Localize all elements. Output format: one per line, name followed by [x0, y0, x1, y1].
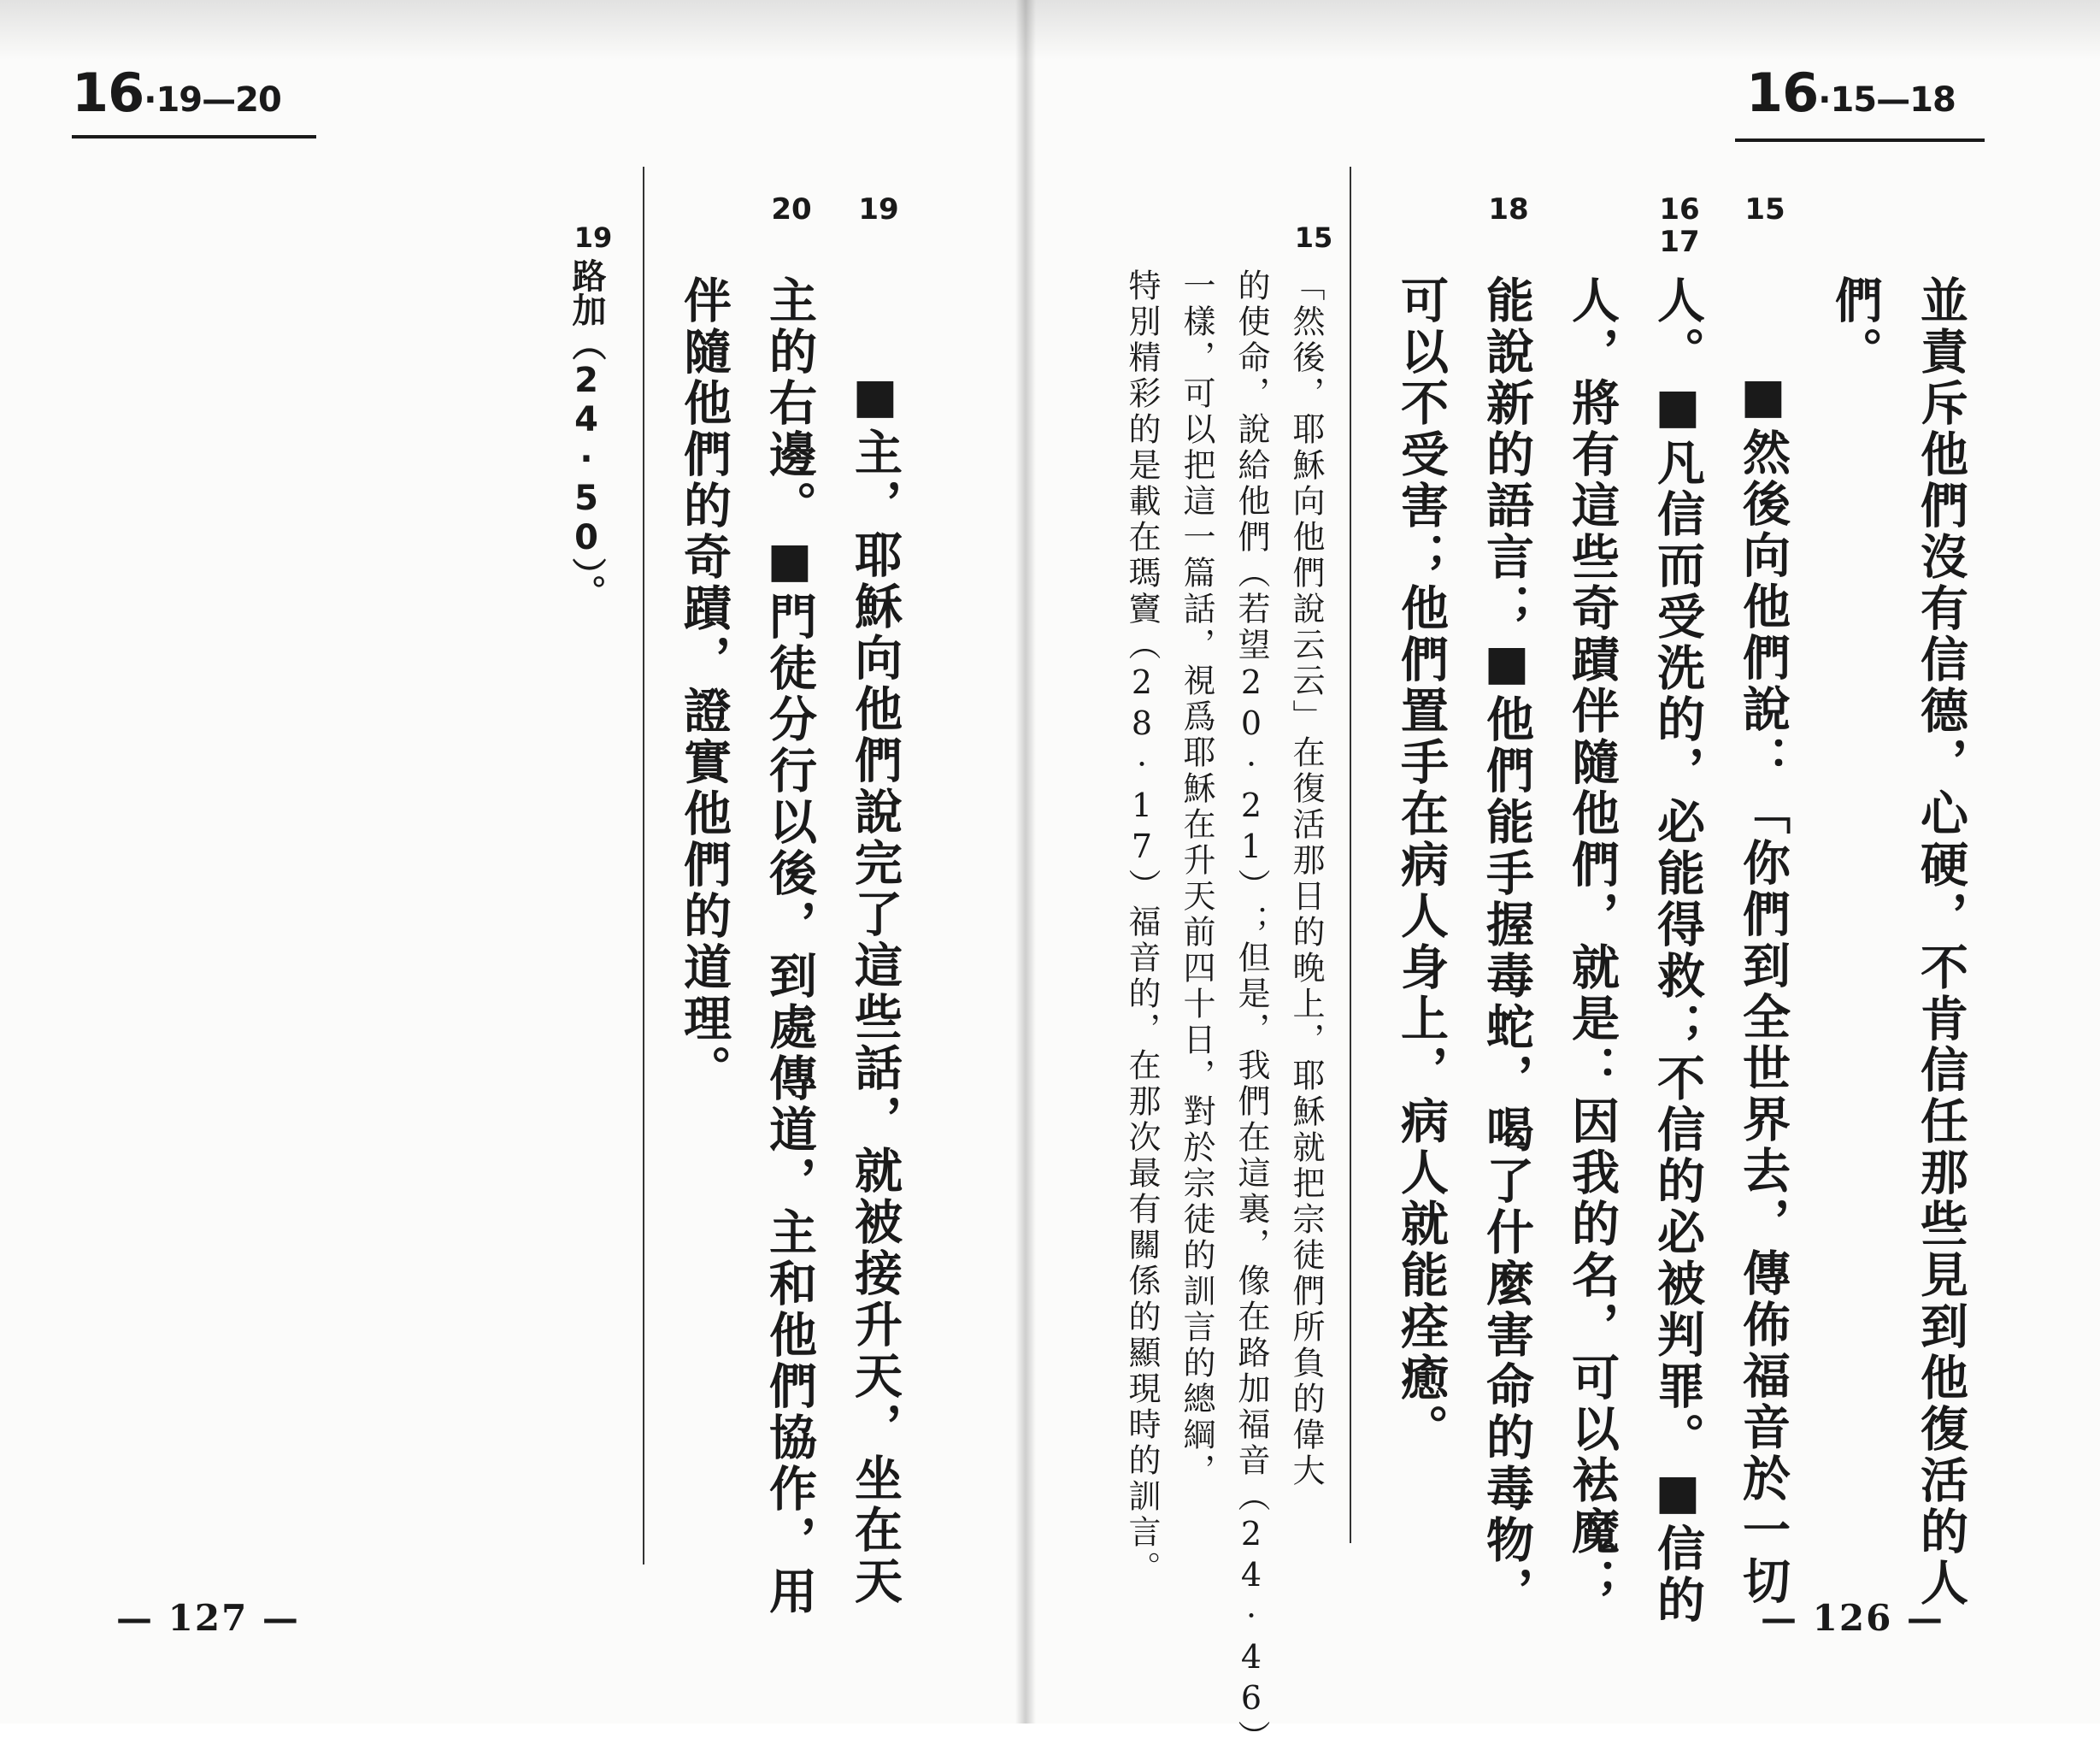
verse-number-20: 20 — [771, 192, 812, 227]
left-note-reference: 路加（24·50）。 — [567, 258, 606, 609]
right-chapter: 16 — [1746, 62, 1819, 124]
note-label-15: 15 — [1294, 221, 1333, 254]
verse-number-16: 16 — [1659, 192, 1700, 227]
verse-number-18: 18 — [1488, 192, 1529, 227]
verse-number-19: 19 — [858, 192, 899, 227]
right-text-column-4: 人。■凡信而受洗的，必能得救；不信的必被判罪。■信的 — [1650, 275, 1706, 1626]
right-text-column-2: 們。 — [1827, 275, 1884, 378]
left-text-column-1: ■主，耶穌向他們說完了這些話，就被接升天，坐在天 — [847, 368, 903, 1607]
right-text-column-6: 能說新的語言；■他們能手握毒蛇，喝了什麼害命的毒物， — [1479, 275, 1535, 1618]
left-page — [0, 0, 1026, 1724]
right-page-number: — 126 — — [1761, 1597, 1944, 1639]
right-running-head — [1746, 62, 1956, 124]
right-note-column-4: 特別精彩的是載在瑪竇（28·17）福音的，在那次最有關係的顯現時的訓言。 — [1123, 268, 1161, 1587]
left-running-head — [72, 62, 281, 124]
left-chapter: 16 — [72, 62, 144, 124]
left-column-divider — [643, 167, 644, 1564]
right-text-column-7: 可以不受害；他們置手在病人身上，病人就能痊癒。 — [1393, 275, 1450, 1455]
right-text-column-3: ■然後向他們說：「你們到全世界去，傳佈福音於一切 — [1735, 368, 1791, 1607]
left-head-rule — [72, 135, 316, 138]
left-text-column-2: 主的右邊。■門徒分行以後，到處傳道，主和他們協作，用 — [762, 275, 818, 1618]
verse-number-15: 15 — [1744, 192, 1785, 227]
right-note-column-3: 一樣，可以把這一篇話，視爲耶穌在升天前四十日，對於宗徒的訓言的總綱， — [1178, 268, 1215, 1489]
right-note-column-1: 「然後，耶穌向他們說云云」在復活那日的晚上，耶穌就把宗徒們所負的偉大 — [1287, 268, 1325, 1489]
right-verse-range: ·15—18 — [1818, 80, 1956, 120]
right-text-column-5: 人，將有這些奇蹟伴隨他們，就是：因我的名，可以袪魔； — [1564, 275, 1621, 1609]
left-verse-range: ·19—20 — [144, 80, 281, 120]
right-note-column-2: 的使命，說給他們（若望20·21）；但是，我們在這裏，像在路加福音（24·46） — [1232, 268, 1270, 1756]
note-label-19: 19 — [574, 221, 613, 254]
left-text-column-3: 伴隨他們的奇蹟，證實他們的道理。 — [676, 275, 732, 1096]
right-column-divider — [1350, 167, 1351, 1543]
right-head-rule — [1735, 138, 1985, 142]
right-text-column-1: 並責斥他們沒有信德，心硬，不肯信任那些見到他復活的人 — [1913, 275, 1969, 1609]
left-page-number: — 127 — — [116, 1597, 300, 1639]
right-page — [1030, 0, 2100, 1756]
verse-number-17: 17 — [1659, 225, 1700, 259]
